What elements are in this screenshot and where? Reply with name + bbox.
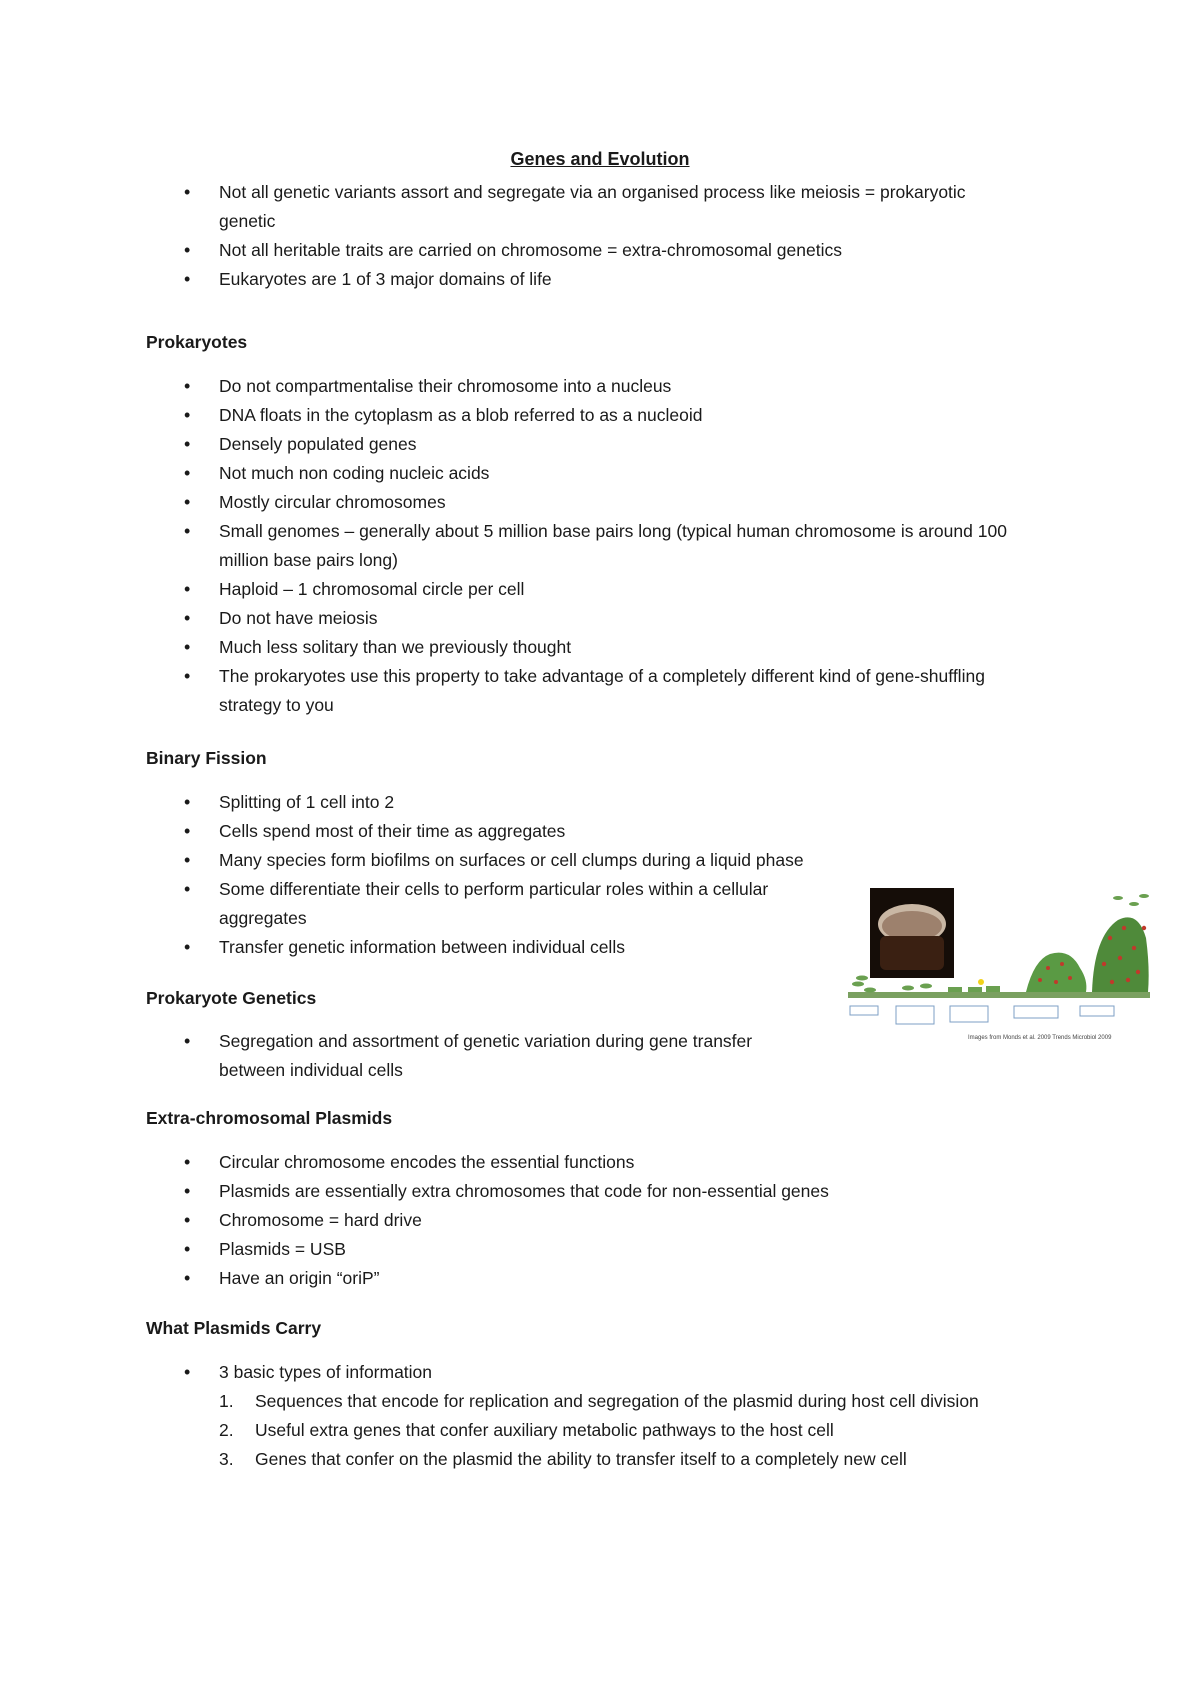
petri-dish-glass	[880, 936, 944, 970]
list-item: • Densely populated genes	[146, 430, 1026, 459]
numbered-item: 1. Sequences that encode for replication and segregation of the plasmid during host cell division	[219, 1387, 1069, 1416]
list-item: • Much less solitary than we previously thought	[146, 633, 1026, 662]
list-item: • Some differentiate their cells to perform particular roles within a cellular aggregates	[146, 875, 819, 933]
mature-biofilm	[1092, 917, 1149, 992]
list-item: • Haploid – 1 chromosomal circle per cell	[146, 575, 1026, 604]
list-item: • Do not compartmentalise their chromosome into a nucleus	[146, 372, 1026, 401]
page-title: Genes and Evolution	[510, 149, 690, 169]
list-item: • Many species form biofilms on surfaces or cell clumps during a liquid phase	[146, 846, 1026, 875]
list-item: • Mostly circular chromosomes	[146, 488, 1026, 517]
section-heading-binary-fission: Binary Fission	[146, 748, 267, 768]
list-item: • Plasmids are essentially extra chromosomes that code for non-essential genes	[146, 1177, 1026, 1206]
list-item: • Have an origin “oriP”	[146, 1264, 1026, 1293]
intro-list	[146, 178, 1026, 294]
plasmids-list	[146, 1148, 1026, 1293]
list-item: • Do not have meiosis	[146, 604, 1026, 633]
plasmid-carry-list	[146, 1358, 1026, 1387]
dispersing-cells	[1113, 894, 1149, 906]
list-item: • Small genomes – generally about 5 million base pairs long (typical human chromosome is around 100 million base pairs long)	[146, 517, 1026, 575]
prokaryotes-list	[146, 372, 1026, 720]
list-item: • Cells spend most of their time as aggregates	[146, 817, 1026, 846]
numbered-item: 3. Genes that confer on the plasmid the ability to transfer itself to a completely new cell	[219, 1445, 1069, 1474]
list-item: • DNA floats in the cytoplasm as a blob referred to as a nucleoid	[146, 401, 1026, 430]
figure-caption: Images from Monds et al. 2009 Trends Microbiol 2009	[968, 1035, 1112, 1041]
list-item: • Splitting of 1 cell into 2	[146, 788, 1026, 817]
biofilm-diagram	[848, 888, 1150, 1038]
list-item: • Transfer genetic information between individual cells	[146, 933, 1026, 962]
stage-label-boxes	[850, 1006, 1114, 1024]
list-item: • Circular chromosome encodes the essential functions	[146, 1148, 1026, 1177]
step-number: 2.	[219, 1420, 234, 1440]
section-heading-plasmids: Extra-chromosomal Plasmids	[146, 1108, 393, 1128]
list-item: • Not all genetic variants assort and segregate via an organised process like meiosis = prokaryotic genetic	[146, 178, 1026, 236]
attached-cells	[948, 979, 1000, 992]
planktonic-cells	[852, 976, 932, 993]
prokaryote-genetics-list	[146, 1027, 776, 1085]
list-item: • Plasmids = USB	[146, 1235, 1026, 1264]
list-item: • The prokaryotes use this property to take advantage of a completely different kind of gene-shuffling strategy to you	[146, 662, 1026, 720]
surface-line	[848, 992, 1150, 998]
list-item: • Segregation and assortment of genetic variation during gene transfer between individual cells	[146, 1027, 776, 1085]
section-heading-prokaryotes: Prokaryotes	[146, 332, 248, 352]
list-item: • Not all heritable traits are carried on chromosome = extra-chromosomal genetics	[146, 236, 1026, 265]
list-item: • 3 basic types of information	[146, 1358, 1026, 1387]
step-number: 1.	[219, 1391, 234, 1411]
list-item: • Not much non coding nucleic acids	[146, 459, 1026, 488]
numbered-item: 2. Useful extra genes that confer auxiliary metabolic pathways to the host cell	[219, 1416, 1069, 1445]
section-heading-prokaryote-genetics: Prokaryote Genetics	[146, 988, 317, 1008]
microcolony	[1026, 953, 1086, 992]
step-number: 3.	[219, 1449, 234, 1469]
list-item: • Chromosome = hard drive	[146, 1206, 1026, 1235]
list-item: • Eukaryotes are 1 of 3 major domains of life	[146, 265, 1026, 294]
plasmid-carry-steps	[219, 1387, 1069, 1474]
biofilm-figure	[848, 888, 1150, 1048]
section-heading-plasmid-carry: What Plasmids Carry	[146, 1318, 322, 1338]
